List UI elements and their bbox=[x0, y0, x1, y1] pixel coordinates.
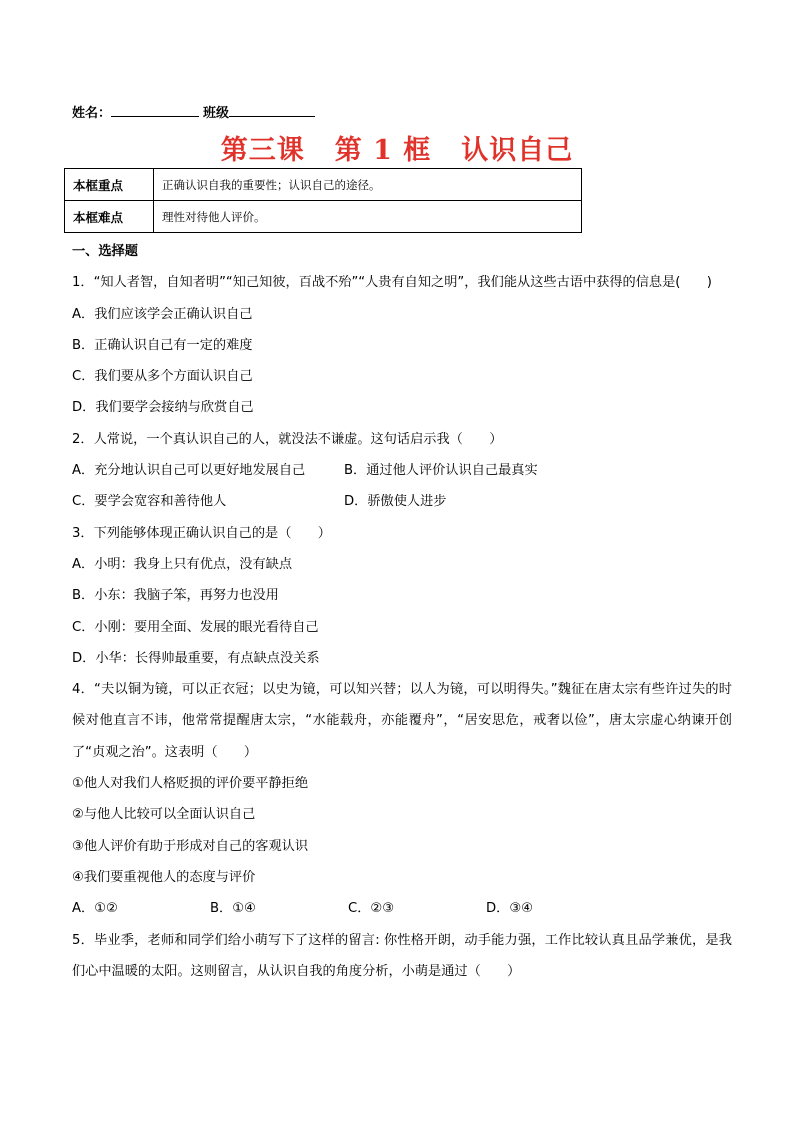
name-class-bar bbox=[72, 102, 315, 121]
page-title bbox=[0, 128, 794, 167]
title-frame: 第 1 框 bbox=[334, 135, 432, 166]
question-2-option-a[interactable]: A．充分地认识自己可以更好地发展自己 bbox=[72, 463, 306, 479]
class-label: 班级 bbox=[203, 106, 230, 121]
question-4-option-b[interactable]: B．①④ bbox=[210, 901, 256, 917]
question-4-stem: 4．“夫以铜为镜，可以正衣冠；以史为镜，可以知兴替；以人为镜，可以明得失。”魏征在唐太宗有些许过失的时候对他直言不讳，他常常提醒唐太宗，“水能载舟，亦能覆舟”，“居安思危，戒奢以俭”，唐太宗虚心纳谏开创了“贞观之治”。这表明（ ） bbox=[72, 682, 732, 760]
question-3-option-d[interactable]: D．小华：长得帅最重要，有点缺点没关系 bbox=[72, 650, 320, 666]
question-2-options-row2 bbox=[72, 486, 732, 517]
question-4-options bbox=[72, 893, 732, 924]
name-label: 姓名： bbox=[72, 106, 112, 121]
question-2-option-d[interactable]: D．骄傲使人进步 bbox=[344, 494, 447, 510]
question-2-options-row1 bbox=[72, 455, 732, 486]
key-point-text: 正确认识自我的重要性；认识自己的途径。 bbox=[154, 169, 582, 201]
section-heading: 一、选择题 bbox=[72, 244, 138, 259]
table-row bbox=[65, 169, 582, 201]
question-list bbox=[72, 236, 732, 987]
question-4-option-c[interactable]: C．②③ bbox=[348, 901, 395, 917]
question-1-option-d[interactable]: D．我们要学会接纳与欣赏自己 bbox=[72, 400, 254, 416]
question-2-option-b[interactable]: B．通过他人评价认识自己最真实 bbox=[344, 463, 538, 479]
question-3-option-a[interactable]: A．小明：我身上只有优点，没有缺点 bbox=[72, 556, 293, 572]
question-4-option-d[interactable]: D．③④ bbox=[486, 901, 533, 917]
table-row bbox=[65, 201, 582, 233]
title-topic: 认识自己 bbox=[461, 135, 574, 166]
question-1-stem: 1．“知人者智，自知者明”“知己知彼，百战不殆”“人贵有自知之明”，我们能从这些古语中获得的信息是( ) bbox=[72, 275, 712, 291]
title-lesson: 第三课 bbox=[220, 135, 305, 166]
key-point-label: 本框重点 bbox=[65, 169, 154, 201]
question-3-option-c[interactable]: C．小刚：要用全面、发展的眼光看待自己 bbox=[72, 619, 319, 635]
question-4-statement-2: ②与他人比较可以全面认识自己 bbox=[72, 807, 256, 823]
question-4-statement-3: ③他人评价有助于形成对自己的客观认识 bbox=[72, 838, 309, 854]
question-1-option-c[interactable]: C．我们要从多个方面认识自己 bbox=[72, 369, 253, 385]
question-5-stem: 5．毕业季，老师和同学们给小萌写下了这样的留言: 你性格开朗，动手能力强，工作比较认真且品学兼优，是我们心中温暖的太阳。这则留言，从认识自我的角度分析，小萌是通过（ ） bbox=[72, 932, 732, 979]
focus-table bbox=[64, 168, 582, 233]
question-1-option-a[interactable]: A．我们应该学会正确认识自己 bbox=[72, 306, 253, 322]
question-2-stem: 2．人常说，一个真认识自己的人，就没法不谦虚。这句话启示我（ ） bbox=[72, 431, 503, 447]
question-4-statement-1: ①他人对我们人格贬损的评价要平静拒绝 bbox=[72, 776, 309, 792]
name-blank[interactable] bbox=[111, 104, 199, 117]
difficulty-text: 理性对待他人评价。 bbox=[154, 201, 582, 233]
question-4-statement-4: ④我们要重视他人的态度与评价 bbox=[72, 869, 256, 885]
question-4-option-a[interactable]: A．①② bbox=[72, 901, 118, 917]
class-blank[interactable] bbox=[229, 104, 315, 117]
question-1-option-b[interactable]: B．正确认识自己有一定的难度 bbox=[72, 337, 253, 353]
difficulty-label: 本框难点 bbox=[65, 201, 154, 233]
question-3-stem: 3．下列能够体现正确认识自己的是（ ） bbox=[72, 525, 331, 541]
question-3-option-b[interactable]: B．小东：我脑子笨，再努力也没用 bbox=[72, 588, 279, 604]
question-2-option-c[interactable]: C．要学会宽容和善待他人 bbox=[72, 494, 227, 510]
